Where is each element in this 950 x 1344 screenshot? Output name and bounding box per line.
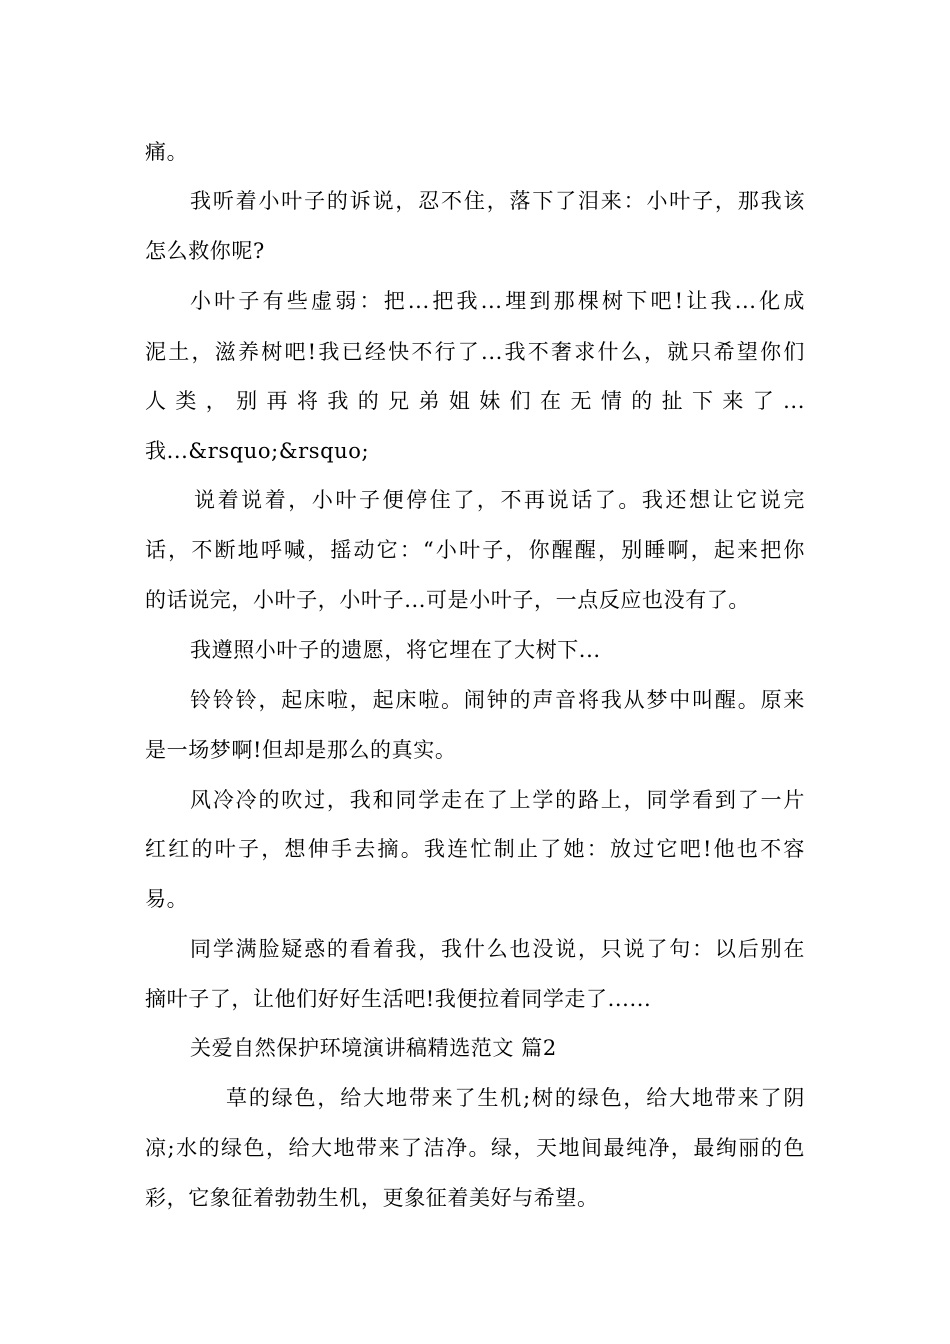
text-line: 怎么救你呢? xyxy=(145,239,265,263)
text-line: 泥土，滋养树吧!我已经快不行了...我不奢求什么，就只希望你们 xyxy=(145,340,805,364)
text-line: 易。 xyxy=(145,887,189,911)
text-line: 摘叶子了，让他们好好生活吧!我便拉着同学走了...... xyxy=(145,987,652,1011)
text-line: 的话说完，小叶子，小叶子...可是小叶子，一点反应也没有了。 xyxy=(145,588,751,612)
text-line: 话，不断地呼喊，摇动它：“小叶子，你醒醒，别睡啊，起来把你 xyxy=(145,538,805,562)
text-line: 草的绿色，给大地带来了生机;树的绿色，给大地带来了阴 xyxy=(226,1086,805,1110)
text-line: 小叶子有些虚弱：把...把我...埋到那棵树下吧!让我...化成 xyxy=(190,289,805,313)
text-line: 是一场梦啊!但却是那么的真实。 xyxy=(145,738,457,762)
text-line: 我遵照小叶子的遗愿，将它埋在了大树下... xyxy=(190,638,601,662)
text-line: 彩，它象征着勃勃生机，更象征着美好与希望。 xyxy=(145,1186,599,1210)
text-line: 说着说着，小叶子便停住了，不再说话了。我还想让它说完 xyxy=(194,488,805,512)
text-line: 铃铃铃，起床啦，起床啦。闹钟的声音将我从梦中叫醒。原来 xyxy=(190,688,805,712)
text-line: 我...&rsquo;&rsquo; xyxy=(145,439,370,463)
section-heading: 关爱自然保护环境演讲稿精选范文 篇2 xyxy=(190,1036,557,1060)
text-line: 同学满脸疑惑的看着我，我什么也没说，只说了句：以后别在 xyxy=(190,937,805,961)
text-line: 人类，别再将我的兄弟姐妹们在无情的扯下来了... xyxy=(145,389,805,413)
text-line: 痛。 xyxy=(145,140,189,164)
text-line: 风冷冷的吹过，我和同学走在了上学的路上，同学看到了一片 xyxy=(190,788,805,812)
text-line: 我听着小叶子的诉说，忍不住，落下了泪来：小叶子，那我该 xyxy=(190,189,805,213)
text-line: 凉;水的绿色，给大地带来了洁净。绿，天地间最纯净，最绚丽的色 xyxy=(145,1136,805,1160)
text-line: 红红的叶子，想伸手去摘。我连忙制止了她：放过它吧!他也不容 xyxy=(145,837,805,861)
